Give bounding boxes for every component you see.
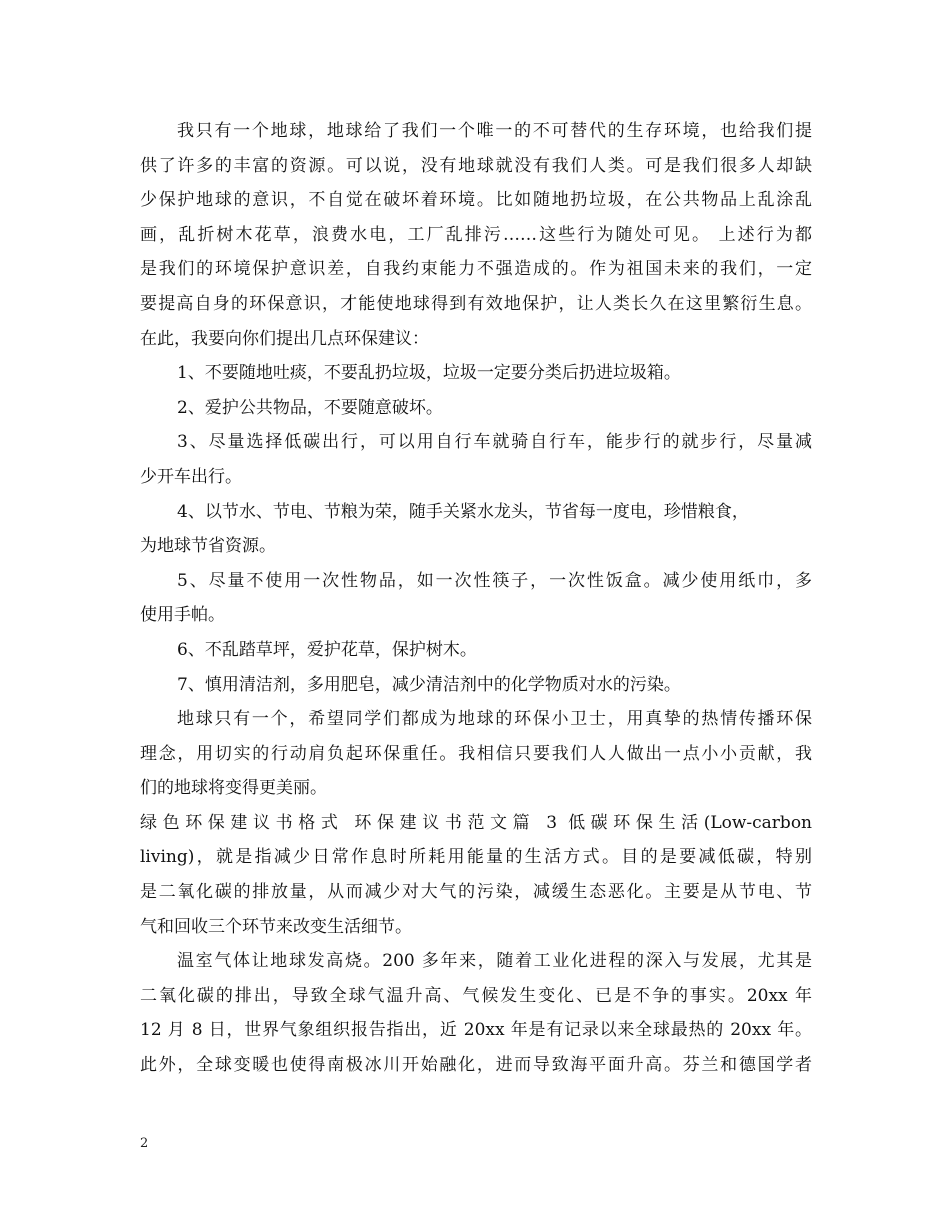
list-item: 6、不乱踏草坪，爱护花草，保护树木。	[177, 639, 477, 660]
page-number: 2	[140, 1136, 149, 1151]
paragraph-line: 此外，全球变暖也使得南极冰川开始融化，进而导致海平面升高。芬兰和德国学者	[140, 1055, 812, 1076]
paragraph-line: 要提高自身的环保意识，才能使地球得到有效地保护，让人类长久在这里繁衍生息。	[140, 293, 812, 314]
paragraph-line: 12 月 8 日，世界气象组织报告指出，近 20xx 年是有记录以来全球最热的 20xx 年。	[140, 1020, 812, 1041]
list-item: 7、慎用清洁剂，多用肥皂，减少清洁剂中的化学物质对水的污染。	[177, 674, 681, 695]
list-item: 5、尽量不使用一次性物品，如一次性筷子，一次性饭盒。减少使用纸巾，多	[177, 570, 812, 591]
document-body	[140, 114, 812, 1083]
paragraph-line: 二氧化碳的排出，导致全球气温升高、气候发生变化、已是不争的事实。20xx 年	[140, 985, 812, 1006]
paragraph-line: 少保护地球的意识，不自觉在破坏着环境。比如随地扔垃圾，在公共物品上乱涂乱	[140, 190, 812, 211]
paragraph-line: living)，就是指减少日常作息时所耗用能量的生活方式。目的是要减低碳，特别	[140, 847, 812, 868]
list-item: 4、以节水、节电、节粮为荣，随手关紧水龙头，节省每一度电，珍惜粮食，	[177, 501, 749, 522]
paragraph-line: 供了许多的丰富的资源。可以说，没有地球就没有我们人类。可是我们很多人却缺	[140, 155, 812, 176]
list-item-continuation: 为地球节省资源。	[140, 536, 276, 557]
paragraph-line: 是我们的环境保护意识差，自我约束能力不强造成的。作为祖国未来的我们，一定	[140, 259, 812, 280]
paragraph-line: 在此，我要向你们提出几点环保建议：	[140, 328, 429, 349]
list-item: 1、不要随地吐痰，不要乱扔垃圾，垃圾一定要分类后扔进垃圾箱。	[177, 363, 681, 384]
list-item-continuation: 少开车出行。	[140, 466, 242, 487]
paragraph-line: 是二氧化碳的排放量，从而减少对大气的污染，减缓生态恶化。主要是从节电、节	[140, 882, 812, 903]
list-item-continuation: 使用手帕。	[140, 605, 225, 626]
list-item: 2、爱护公共物品，不要随意破坏。	[177, 397, 443, 418]
paragraph-line: 气和回收三个环节来改变生活细节。	[140, 916, 412, 937]
paragraph-line: 理念，用切实的行动肩负起环保重任。我相信只要我们人人做出一点小小贡献，我	[140, 743, 812, 764]
paragraph-line: 温室气体让地球发高烧。200 多年来，随着工业化进程的深入与发展，尤其是	[177, 951, 812, 972]
section-heading-line: 绿色环保建议书格式 环保建议书范文篇 3 低碳环保生活(Low-carbon	[140, 812, 812, 833]
paragraph-line: 地球只有一个，希望同学们都成为地球的环保小卫士，用真挚的热情传播环保	[177, 709, 812, 730]
paragraph-line: 们的地球将变得更美丽。	[140, 778, 327, 799]
paragraph-line: 我只有一个地球，地球给了我们一个唯一的不可替代的生存环境，也给我们提	[177, 121, 812, 141]
paragraph-line: 画，乱折树木花草，浪费水电，工厂乱排污……这些行为随处可见。 上述行为都	[140, 224, 812, 245]
list-item: 3、尽量选择低碳出行，可以用自行车就骑自行车，能步行的就步行，尽量减	[177, 432, 812, 453]
